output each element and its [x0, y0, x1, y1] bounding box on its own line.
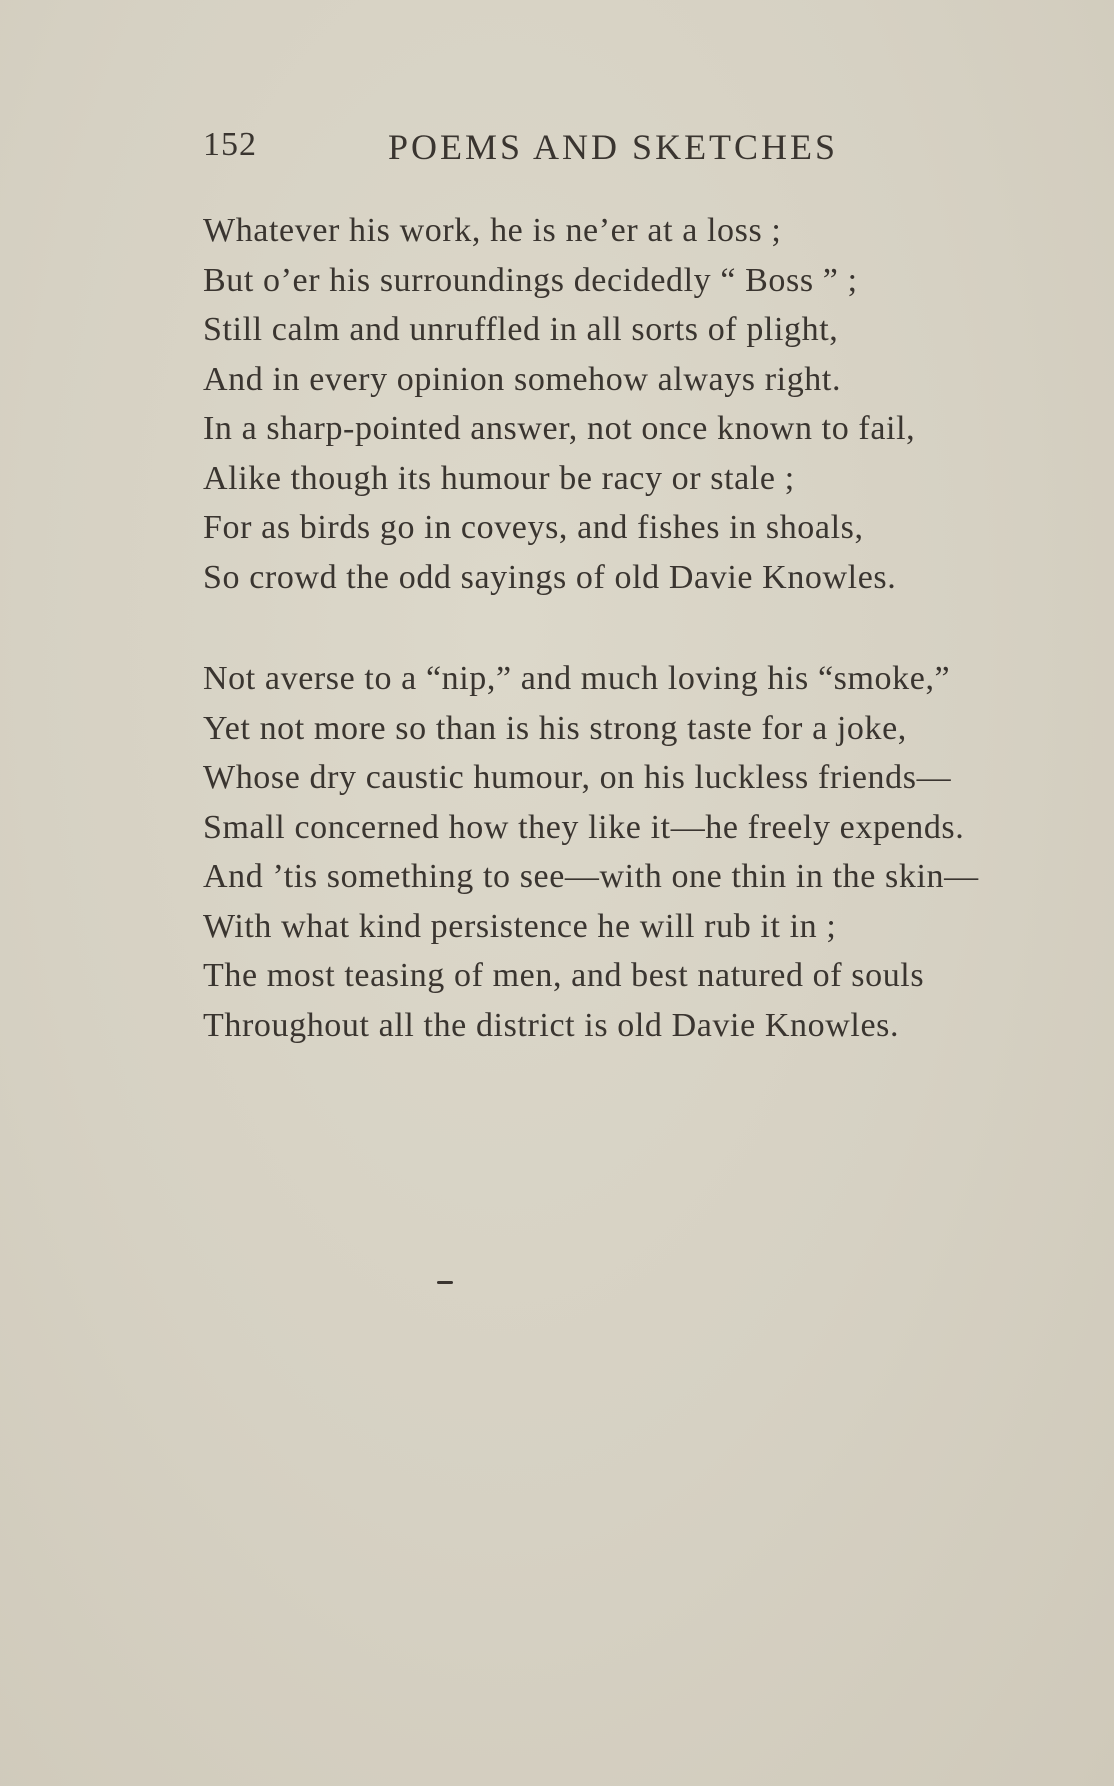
book-title: POEMS AND SKETCHES [388, 127, 839, 167]
poem-line: So crowd the odd sayings of old Davie Knowles. [203, 558, 897, 596]
poem-line: The most teasing of men, and best natured of souls [203, 957, 925, 994]
poem-line: Still calm and unruffled in all sorts of plight, [203, 311, 839, 348]
poem-line: Alike though its humour be racy or stale ; [203, 459, 795, 497]
poem-line: And in every opinion somehow always right. [203, 360, 842, 398]
poem-line: And ’tis something to see—with one thin in the skin— [203, 858, 979, 895]
poem-line: Small concerned how they like it—he freely expends. [203, 808, 965, 846]
poem-line: With what kind persistence he will rub it in ; [203, 907, 837, 945]
poem-line: But o’er his surroundings decidedly “ Boss ” ; [203, 261, 858, 299]
poem-line: Throughout all the district is old Davie Knowles. [203, 1006, 900, 1044]
poem-line: Yet not more so than is his strong taste for a joke, [203, 709, 907, 747]
running-head [203, 126, 903, 176]
page-number: 152 [203, 126, 257, 163]
stanza-1 [203, 206, 1093, 602]
poem [203, 206, 1093, 1050]
poem-line: Whose dry caustic humour, on his luckless friends— [203, 759, 952, 796]
poem-line: For as birds go in coveys, and fishes in shoals, [203, 509, 864, 546]
poem-line: Not averse to a “nip,” and much loving his “smoke,” [203, 660, 951, 697]
poem-line: Whatever his work, he is ne’er at a loss ; [203, 212, 782, 249]
ink-mark [437, 1281, 453, 1284]
poem-line: In a sharp-pointed answer, not once known to fail, [203, 410, 916, 447]
stanza-2 [203, 654, 1093, 1050]
